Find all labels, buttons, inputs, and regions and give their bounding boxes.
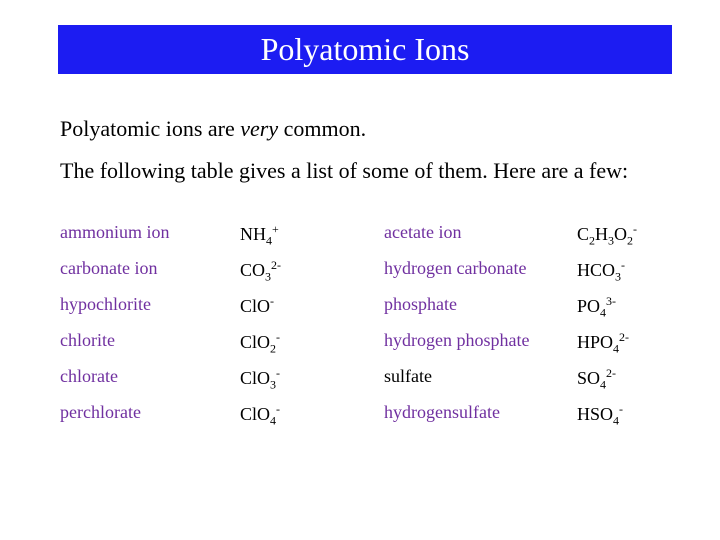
- slide-title: Polyatomic Ions: [58, 25, 672, 74]
- ion-name-right: hydrogensulfate: [384, 402, 500, 422]
- ion-formula-left: $NH_4^+$: [240, 222, 279, 248]
- ion-name-right: acetate ion: [384, 222, 462, 242]
- ion-name-right: phosphate: [384, 294, 457, 314]
- ion-formula-right: $HPO_4^{2-}$: [577, 330, 630, 356]
- ion-name-left: hypochlorite: [60, 294, 151, 314]
- ion-name-left: chlorate: [60, 366, 118, 386]
- ion-name-left: chlorite: [60, 330, 115, 350]
- ion-formula-right: $HSO_4^-$: [577, 402, 624, 428]
- ion-formula-left: $CO_3^{2-}$: [240, 258, 282, 284]
- intro-line-1: [60, 116, 366, 142]
- ion-name-left: ammonium ion: [60, 222, 170, 242]
- ion-formula-left: ClO-: [240, 294, 275, 316]
- intro-line-1-start: Polyatomic ions are: [60, 116, 241, 141]
- ion-formula-left: ClO$_4$-: [240, 402, 281, 428]
- ion-name-left: perchlorate: [60, 402, 141, 422]
- ion-name-left: carbonate ion: [60, 258, 158, 278]
- intro-line-2: The following table gives a list of some of them. Here are a few:: [60, 158, 629, 183]
- ion-formula-right: $HCO_3^-$: [577, 258, 626, 284]
- ion-name-right: sulfate: [384, 366, 432, 386]
- ion-formula-left: ClO$_3$-: [240, 366, 281, 392]
- ion-name-right: hydrogen phosphate: [384, 330, 530, 350]
- ion-formula-right: $PO_4^{3-}$: [577, 294, 617, 320]
- ion-formula-left: ClO$_2$-: [240, 330, 281, 356]
- ion-formula-right: $C_2H_3O_2^-$: [577, 222, 638, 248]
- ion-formula-right: $SO_4^{2-}$: [577, 366, 617, 392]
- ion-name-right: hydrogen carbonate: [384, 258, 527, 278]
- intro-emphasis: very: [240, 116, 279, 141]
- intro-line-1-end: common.: [278, 116, 367, 141]
